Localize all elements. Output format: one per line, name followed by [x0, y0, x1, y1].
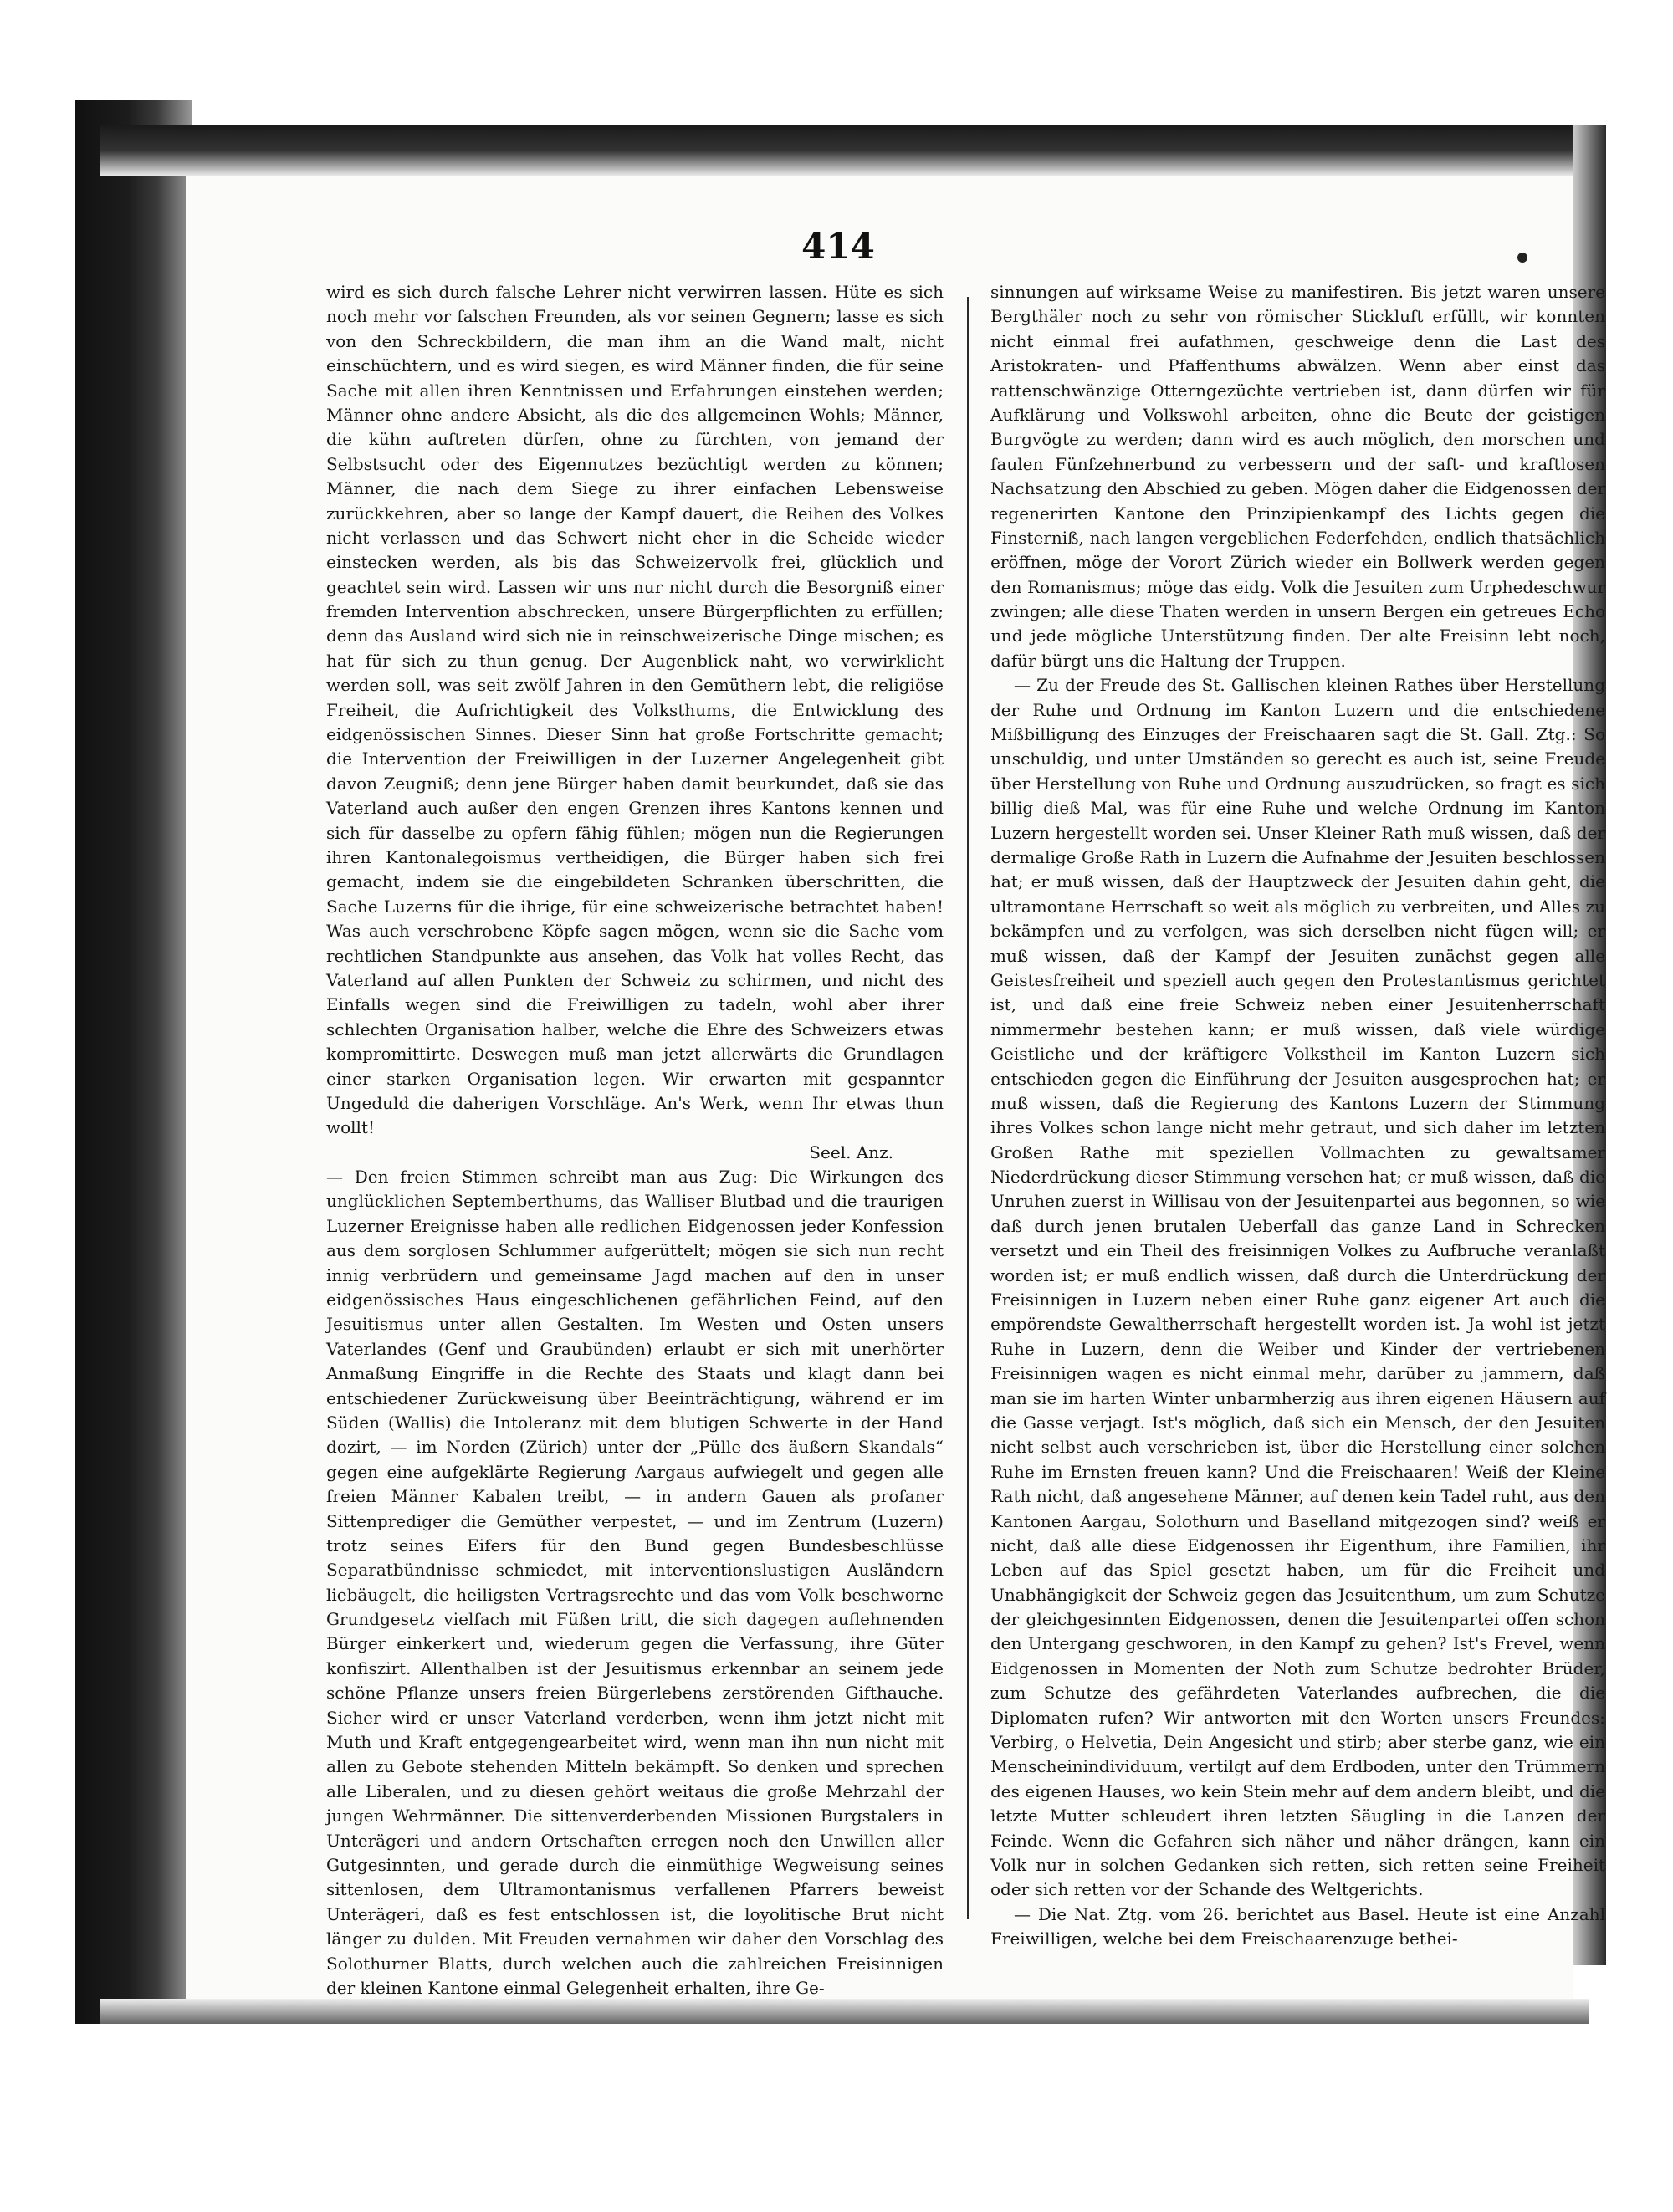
article-paragraph: — Die Nat. Ztg. vom 26. berichtet aus Basel. Heute ist eine Anzahl Freiwilligen, welche bei dem Freischaarenzuge bethei- [990, 1903, 1605, 1949]
newspaper-page [186, 176, 1606, 1999]
column-divider [967, 297, 969, 1919]
article-paragraph: sinnungen auf wirksame Weise zu manifestiren. Bis jetzt waren unsere Bergthäler noch zu sehr von römischer Stickluft erfüllt, wir konnten nicht einmal frei aufathmen, geschweige denn die Last des Aristokraten- und Pfaffenthums abwälzen. Wenn aber einst das rattenschwänzige Otterngezüchte vertrieben ist, dann dürfen wir für Aufklärung und Volkswohl arbeiten, ohne die Beute der geistigen Burgvögte zu werden; dann wird es auch möglich, den morschen und faulen Fünfzehnerbund zu verbessern und der saft- und kraftlosen Nachsatzung den Abschied zu geben. Mögen daher die Eidgenossen der regenerirten Kantone den Prinzipienkampf des Lichts gegen die Finsterniß, nach langen vergeblichen Federfehden, endlich thatsächlich eröffnen, möge der Vorort Zürich wieder ein Bollwerk werden gegen den Romanismus; möge das eidg. Volk die Jesuiten zum Urphedeschwur zwingen; alle diese Thaten werden in unsern Bergen ein getreues Echo und jede mögliche Unterstützung finden. Der alte Freisinn lebt noch, dafür bürgt uns die Haltung der Truppen. [990, 282, 1606, 671]
article-paragraph: — Den freien Stimmen schreibt man aus Zug: Die Wirkungen des unglücklichen Septemberthums, das Walliser Blutbad und die traurigen Luzerner Ereignisse haben alle redlichen Eidgenossen jeder Konfession aus dem sorglosen Schlummer aufgerüttelt; mögen sie sich nun recht innig verbrüdern und gemeinsame Jagd machen auf den in unser eidgenössisches Haus eingeschlichenen gefährlichen Feind, auf den Jesuitismus unter allen Gestalten. Im Westen und Osten unsers Vaterlandes (Genf und Graubünden) erlaubt er sich mit unerhörter Anmaßung Eingriffe in die Rechte des Staats und klagt dann bei entschiedener Zurückweisung über Beeinträchtigung, während er im Süden (Wallis) die Intoleranz mit dem blutigen Schwerte in der Hand dozirt, — im Norden (Zürich) unter der „Pülle des äußern Skandals“ gegen eine aufgeklärte Regierung Aargaus aufwiegelt und gegen alle freien Männer Kabalen treibt, — in andern Gauen als profaner Sittenprediger die Gemüther verpestet, — und im Zentrum (Luzern) trotz seines Eifers für den Bund gegen Bundesbeschlüsse Separatbündnisse schmiedet, mit interventionslustigen Ausländern liebäugelt, die heiligsten Vertragsrechte und das vom Volk beschworne Grundgesetz vielfach mit Füßen tritt, die sich dagegen auflehnenden Bürger einkerkert und, wiederum gegen die Verfassung, ihre Güter konfiszirt. Allenthalben ist der Jesuitismus erkennbar an seinem jede schöne Pflanze unsers freien Bürgerlebens zerstörenden Gifthauche. Sicher wird er unser Vaterland verderben, wenn ihm jetzt nicht mit Muth und Kraft entgegengearbeitet wird, wenn man ihn nun nicht mit allen zu Gebote stehenden Mitteln bekämpft. So denken und sprechen alle Liberalen, und zu diesen gehört weitaus die große Mehrzahl der jungen Wehrmänner. Die sittenverderbenden Missionen Burgstalers in Unterägeri und andern Ortschaften erregen noch den Unwillen aller Gutgesinnten, und gerade durch die einmüthige Wegweisung seines sittenlosen, dem Ultramontanismus verfallenen Pfarrers beweist Unterägeri, daß es fest entschlossen ist, die loyolitische Brut nicht länger zu dulden. Mit Freuden vernahmen wir daher den Vorschlag des Solothurner Blatts, durch welchen auch die zahlreichen Freisinnigen der kleinen Kantone einmal Gelegenheit erhalten, ihre Ge- [326, 1167, 944, 1998]
scan-binding-shadow [75, 100, 192, 2024]
scan-top-edge [100, 125, 1589, 176]
right-column [990, 280, 1605, 1953]
article-paragraph: — Zu der Freude des St. Gallischen kleinen Rathes über Herstellung der Ruhe und Ordnung im Kanton Luzern und die entschiedene Mißbilligung des Einzuges der Freischaaren sagt die St. Gall. Ztg.: So unschuldig, und unter Umständen so gerecht es auch ist, seine Freude über Herstellung von Ruhe und Ordnung auszudrücken, so fragt es sich billig dieß Mal, was für eine Ruhe und welche Ordnung im Kanton Luzern hergestellt worden sei. Unser Kleiner Rath muß wissen, daß der dermalige Große Rath in Luzern die Aufnahme der Jesuiten beschlossen hat; er muß wissen, daß der Hauptzweck der Jesuiten dahin geht, die ultramontane Herrschaft so weit als möglich zu verbreiten, und Alles zu bekämpfen und zu verfolgen, was sich derselben nicht fügen will; er muß wissen, daß der Kampf der Jesuiten zunächst gegen alle Geistesfreiheit und speziell auch gegen den Protestantismus gerichtet ist, und daß eine freie Schweiz neben einer Jesuitenherrschaft nimmermehr bestehen kann; er muß wissen, daß viele würdige Geistliche und der kräftigere Volkstheil im Kanton Luzern sich entschieden gegen die Einführung der Jesuiten ausgesprochen hat; er muß wissen, daß die Regierung des Kantons Luzern der Stimmung ihres Volkes schon lange nicht mehr getraut, und sich daher im letzten Großen Rathe mit speziellen Vollmachten zu gewaltsamer Niederdrückung dieser Stimmung versehen hat; er muß wissen, daß die Unruhen zuerst in Willisau von der Jesuitenpartei aus begonnen, so wie daß durch jenen brutalen Ueberfall das ganze Land in Schrecken versetzt und ein Theil des freisinnigen Volkes zu Aufbruche veranlaßt worden ist; er muß endlich wissen, daß durch die Unterdrückung der Freisinnigen in Luzern neben einer Ruhe ganz eigener Art auch die empörendste Gewaltherrschaft hergestellt worden ist. Ja wohl ist jetzt Ruhe in Luzern, denn die Weiber und Kinder der vertriebenen Freisinnigen wagen es nicht einmal mehr, darüber zu jammern, daß man sie im harten Winter unbarmherzig aus ihren eigenen Häusern auf die Gasse verjagt. Ist's möglich, daß sich ein Mensch, der den Jesuiten nicht selbst auch verschrieben ist, über die Herstellung einer solchen Ruhe im Ernsten freuen kann? Und die Freischaaren! Weiß der Kleine Rath nicht, daß angesehene Männer, auf denen kein Tadel ruht, aus den Kantonen Aargau, Solothurn und Baselland mitgezogen sind? weiß er nicht, daß alle diese Eidgenossen ihr Eigenthum, ihre Familien, ihr Leben auf das Spiel gesetzt haben, um für die Freiheit und Unabhängigkeit der Schweiz gegen das Jesuitenthum, um zum Schutze der gleichgesinnten Eidgenossen, denen die Jesuitenpartei offen schon den Untergang geschworen, in den Kampf zu gehen? Ist's Frevel, wenn Eidgenossen in Momenten der Noth zum Schutze bedrohter Brüder, zum Schutze des gefährdeten Vaterlandes aufbrechen, die die Diplomaten rufen? Wir antworten mit den Worten unsers Freundes: Verbirg, o Helvetia, Dein Angesicht und stirb; aber sterbe ganz, wie ein Menscheinindividuum, vertilgt auf dem Erdboden, unter den Trümmern des eigenen Hauses, wo kein Stein mehr auf dem andern bleibt, und die letzte Mutter schleudert ihren letzten Säugling in die Lanzen der Feinde. Wenn die Gefahren sich näher und näher drängen, kann ein Volk nur in solchen Gedanken sich retten, sich retten seine Freiheit oder sich retten vor der Schande des Weltgerichts. [990, 675, 1605, 1900]
ink-dot [1517, 253, 1527, 263]
left-column [326, 280, 944, 1998]
article-paragraph: wird es sich durch falsche Lehrer nicht verwirren lassen. Hüte es sich noch mehr vor falschen Freunden, als vor seinen Gegnern; lasse es sich von den Schreckbildern, die man ihm an die Wand malt, nicht einschüchtern, und es wird siegen, es wird Männer finden, die für seine Sache mit allen ihren Kenntnissen und Erfahrungen einstehen werden; Männer ohne andere Absicht, als die des allgemeinen Wohls; Männer, die kühn auftreten dürfen, ohne zu fürchten, von jemand der Selbstsucht oder des Eigennutzes bezüchtigt werden zu können; Männer, die nach dem Siege zu ihrer einfachen Lebensweise zurückkehren, aber so lange der Kampf dauert, die Reihen des Volkes nicht verlassen und das Schwert nicht eher in die Scheide wieder einstecken werden, als bis das Schweizervolk frei, glücklich und geachtet sein wird. Lassen wir uns nur nicht durch die Besorgniß einer fremden Intervention abschrecken, unsere Bürgerpflichten zu erfüllen; denn das Ausland wird sich nie in reinschweizerische Dinge mischen; es hat für sich zu thun genug. Der Augenblick naht, wo verwirklicht werden soll, was seit zwölf Jahren in den Gemüthern lebt, die religiöse Freiheit, die Aufrichtigkeit des Volksthums, die Entwicklung des eidgenössischen Sinnes. Dieser Sinn hat große Fortschritte gemacht; die Intervention der Freiwilligen in der Luzerner Angelegenheit gibt davon Zeugniß; denn jene Bürger haben damit beurkundet, daß sie das Vaterland auch außer den engen Grenzen ihres Kantons kennen und sich für dasselbe zu opfern fähig fühlen; mögen nun die Regierungen ihren Kantonalegoismus vertheidigen, die Bürger haben sich frei gemacht, indem sie die eingebildeten Schranken überschritten, die Sache Luzerns für die ihrige, für eine schweizerische betrachtet haben! Was auch verschrobene Köpfe sagen mögen, wenn sie die Sache vom rechtlichen Standpunkte aus ansehen, das Volk hat volles Recht, das Vaterland auf allen Punkten der Schweiz zu schirmen, und nicht des Einfalls wegen sind die Freiwilligen zu tadeln, wohl aber ihrer schlechten Organisation halber, welche die Ehre des Schweizers etwas kompromittirte. Deswegen muß man jetzt allerwärts die Grundlagen einer starken Organisation legen. Wir erwarten mit gespannter Ungeduld die daherigen Vorschläge. An's Werk, wenn Ihr etwas thun wollt! [326, 282, 944, 1138]
article-source-signature: Seel. Anz. [809, 1142, 893, 1162]
scan-bottom-edge [100, 1999, 1589, 2024]
page-number: 414 [801, 226, 875, 267]
